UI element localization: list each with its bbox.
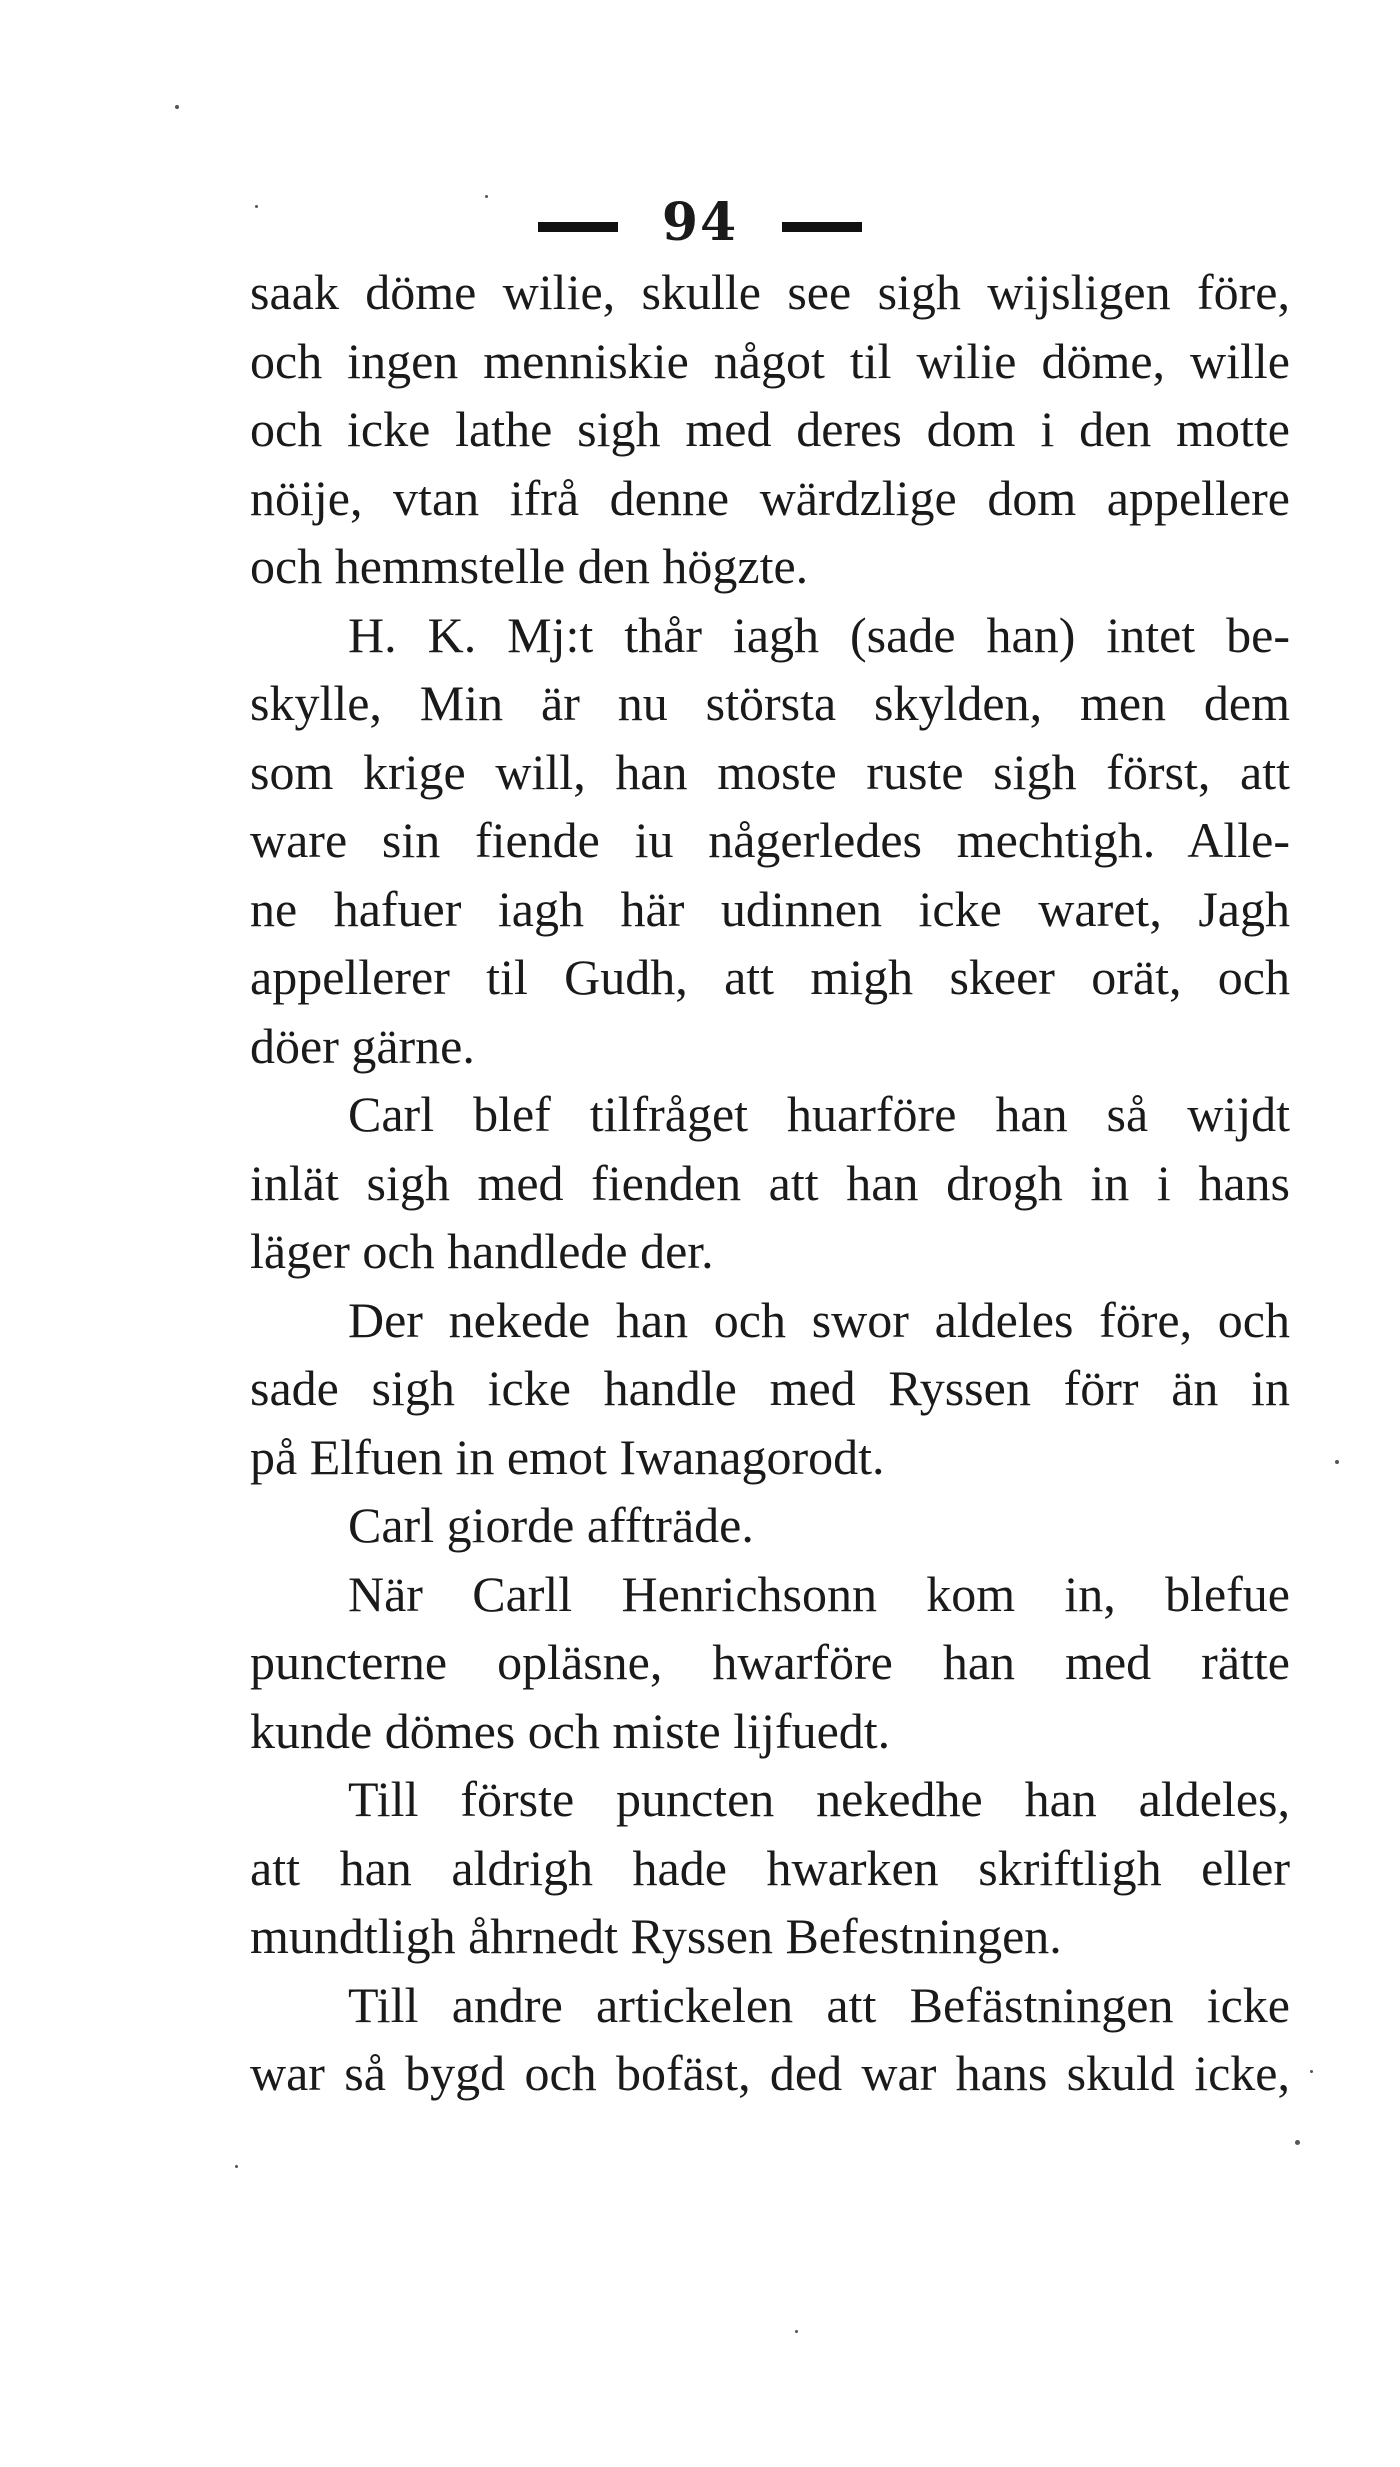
text-line: att han aldrigh hade hwarken skriftligh eller <box>250 1839 1290 1896</box>
ink-speck <box>1335 1460 1339 1464</box>
ink-speck <box>795 2330 798 2333</box>
text-line: och ingen menniskie något til wilie döme, wille <box>250 332 1290 389</box>
ink-speck <box>485 195 488 198</box>
text-line: Der nekede han och swor aldeles före, och <box>348 1291 1290 1348</box>
page-header <box>0 188 1400 258</box>
text-line: Till förste puncten nekedhe han aldeles, <box>348 1771 1290 1827</box>
text-line: war så bygd och bofäst, ded war hans skuld icke, <box>250 2045 1290 2101</box>
body-text <box>250 258 1290 2108</box>
text-line: döer gärne. <box>250 1017 475 1074</box>
text-line: och icke lathe sigh med deres dom i den motte <box>250 401 1290 457</box>
ink-speck <box>175 105 179 109</box>
text-line: appellerer til Gudh, att migh skeer orät, och <box>250 949 1290 1005</box>
text-line: H. K. Mj:t thår iagh (sade han) intet be- <box>348 606 1290 663</box>
text-line: och hemmstelle den högzte. <box>250 538 809 594</box>
ink-speck <box>1295 2140 1300 2145</box>
header-dash-right <box>782 222 862 232</box>
text-line: Carl giorde affträde. <box>348 1497 754 1553</box>
page-number: 94 <box>661 192 739 253</box>
text-line: ware sin fiende iu någerledes mechtigh. Alle- <box>250 812 1290 868</box>
text-line: mundtligh åhrnedt Ryssen Befestningen. <box>250 1908 1062 1964</box>
text-line: Carl blef tilfråget huarföre han så wijdt <box>348 1086 1290 1142</box>
text-line: nöije, vtan ifrå denne wärdzlige dom appellere <box>250 469 1290 526</box>
header-dash-left <box>538 222 618 232</box>
text-line: saak döme wilie, skulle see sigh wijsligen före, <box>250 264 1290 320</box>
text-line: som krige will, han moste ruste sigh först, att <box>250 743 1290 800</box>
text-line: på Elfuen in emot Iwanagorodt. <box>250 1428 885 1485</box>
text-line: ne hafuer iagh här udinnen icke waret, Jagh <box>250 880 1290 937</box>
ink-speck <box>1310 2070 1313 2073</box>
text-line: När Carll Henrichsonn kom in, blefue <box>348 1565 1290 1622</box>
text-line: sade sigh icke handle med Ryssen förr än in <box>250 1360 1290 1416</box>
text-line: läger och handlede der. <box>250 1223 714 1279</box>
text-line: puncterne opläsne, hwarföre han med rätte <box>250 1634 1290 1690</box>
text-line: kunde dömes och miste lijfuedt. <box>250 1702 891 1759</box>
text-line: inlät sigh med fienden att han drogh in i hans <box>250 1154 1290 1211</box>
text-line: skylle, Min är nu största skylden, men dem <box>250 675 1290 731</box>
ink-speck <box>255 205 258 208</box>
ink-speck <box>235 2165 238 2168</box>
text-line: Till andre artickelen att Befästningen icke <box>348 1976 1290 2033</box>
